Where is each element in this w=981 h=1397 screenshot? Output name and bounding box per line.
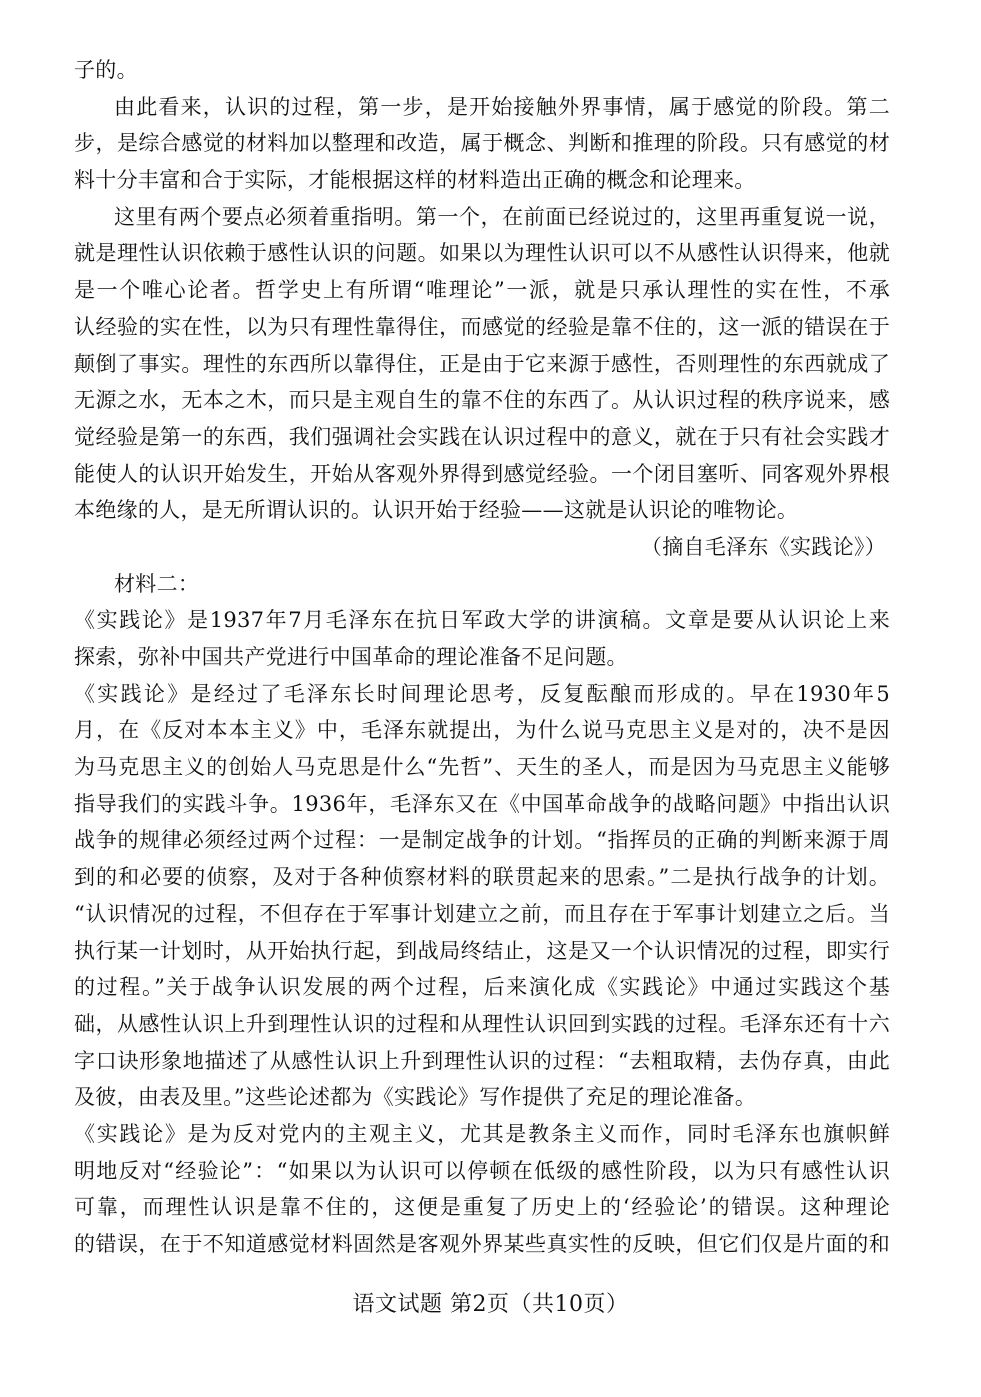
text-line: 《实践论》是经过了毛泽东长时间理论思考，反复酝酿而形成的。早在1930年5 [74,681,890,706]
text-line: 认经验的实在性，以为只有理性靠得住，而感觉的经验是靠不住的，这一派的错误在于 [74,314,890,339]
text-line: 明地反对“经验论”：“如果以为认识可以停顿在低级的感性阶段，以为只有感性认识 [74,1158,890,1183]
text-line: 《实践论》是为反对党内的主观主义，尤其是教条主义而作，同时毛泽东也旗帜鲜 [74,1121,890,1146]
text-line: 觉经验是第一的东西，我们强调社会实践在认识过程中的意义，就在于只有社会实践才 [74,424,890,449]
text-line: 是一个唯心论者。哲学史上有所谓“唯理论”一派，就是只承认理性的实在性，不承 [74,278,890,303]
source-citation: （摘自毛泽东《实践论》） [640,534,886,559]
text-line: 探索，弥补中国共产党进行中国革命的理论准备不足问题。 [74,645,628,669]
text-line: 的错误，在于不知道感觉材料固然是客观外界某些真实性的反映，但它们仅是片面的和 [74,1232,890,1256]
text-line: 能使人的认识开始发生，开始从客观外界得到感觉经验。一个闭目塞听、同客观外界根 [74,461,890,486]
text-line: 这里有两个要点必须着重指明。第一个，在前面已经说过的，这里再重复说一说， [114,204,890,229]
text-line: 就是理性认识依赖于感性认识的问题。如果以为理性认识可以不从感性认识得来，他就 [74,241,890,266]
text-line: 础，从感性认识上升到理性认识的过程和从理性认识回到实践的过程。毛泽东还有十六 [74,1011,890,1036]
text-line: 料十分丰富和合于实际，才能根据这样的材料造出正确的概念和论理来。 [74,168,756,193]
text-line: 战争的规律必须经过两个过程：一是制定战争的计划。“指挥员的正确的判断来源于周 [74,828,890,853]
text-line: 《实践论》是1937年7月毛泽东在抗日军政大学的讲演稿。文章是要从认识论上来 [74,608,890,633]
text-line: 可靠，而理性认识是靠不住的，这便是重复了历史上的‘经验论’的错误。这种理论 [74,1195,890,1220]
text-line: 的过程。”关于战争认识发展的两个过程，后来演化成《实践论》中通过实践这个基 [74,975,890,1000]
section-heading: 材料二： [114,571,200,596]
text-line: 颠倒了事实。理性的东西所以靠得住，正是由于它来源于感性，否则理性的东西就成了 [74,351,890,376]
text-line: 执行某一计划时，从开始执行起，到战局终结止，这是又一个认识情况的过程，即实行 [74,938,890,963]
text-line: 指导我们的实践斗争。1936年，毛泽东又在《中国革命战争的战略问题》中指出认识 [74,791,890,816]
text-line: 由此看来，认识的过程，第一步，是开始接触外界事情，属于感觉的阶段。第二 [114,94,890,119]
text-line: 本绝缘的人，是无所谓认识的。认识开始于经验——这就是认识论的唯物论。 [74,498,799,523]
text-line: “认识情况的过程，不但存在于军事计划建立之前，而且存在于军事计划建立之后。当 [74,901,890,926]
page-footer: 语文试题 第2页（共10页） [352,1292,629,1317]
document-body [74,52,890,1263]
text-line: 为马克思主义的创始人马克思是什么“先哲”、天生的圣人，而是因为马克思主义能够 [74,755,890,780]
text-line: 子的。 [74,58,138,82]
text-line: 字口诀形象地描述了从感性认识上升到理性认识的过程：“去粗取精，去伪存真，由此 [74,1048,890,1073]
text-line: 到的和必要的侦察，及对于各种侦察材料的联贯起来的思索。”二是执行战争的计划。 [74,865,890,890]
text-line: 及彼，由表及里。”这些论述都为《实践论》写作提供了充足的理论准备。 [74,1085,757,1110]
text-line: 无源之水，无本之木，而只是主观自生的靠不住的东西了。从认识过程的秩序说来，感 [74,388,890,413]
text-line: 月，在《反对本本主义》中，毛泽东就提出，为什么说马克思主义是对的，决不是因 [74,718,890,743]
text-line: 步，是综合感觉的材料加以整理和改造，属于概念、判断和推理的阶段。只有感觉的材 [74,131,890,156]
